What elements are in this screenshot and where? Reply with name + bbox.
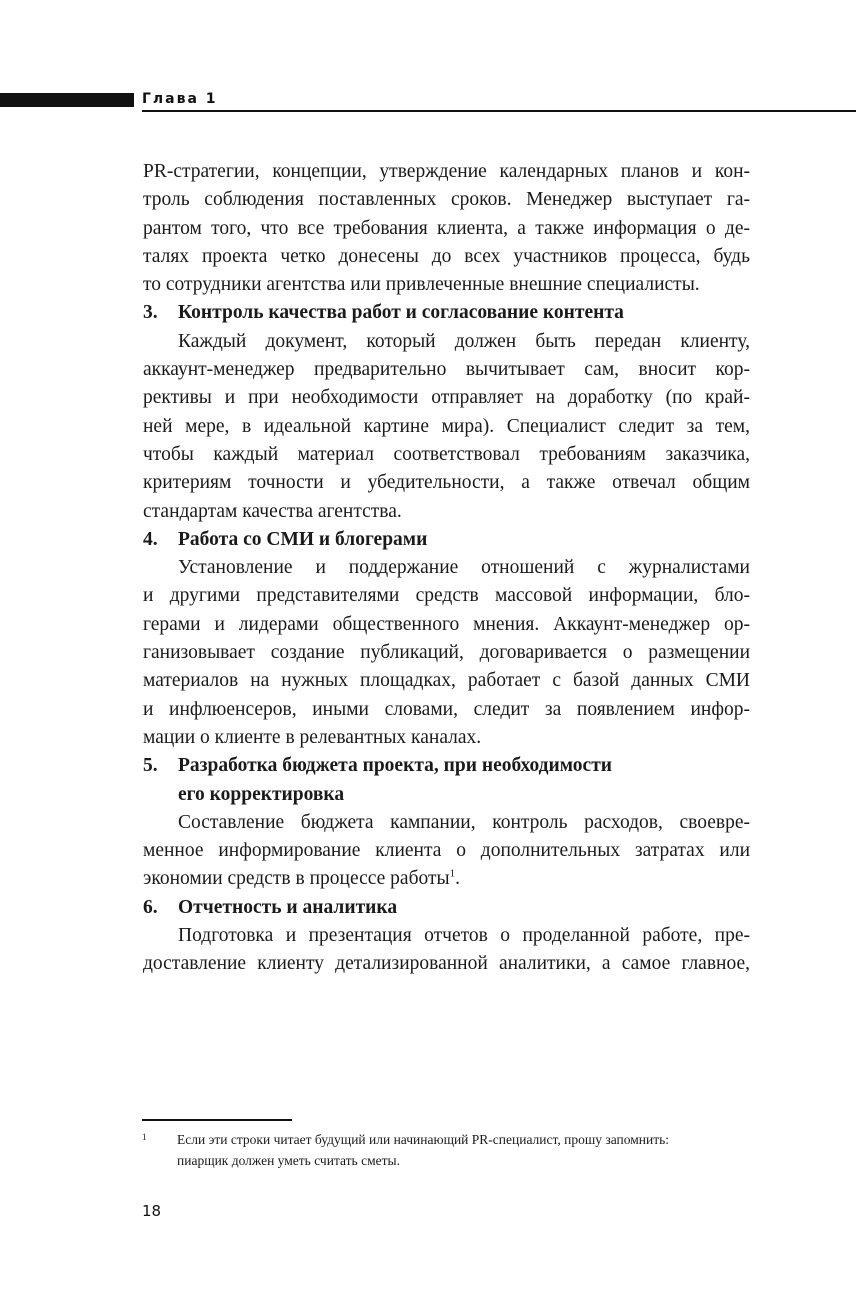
- page-content: [143, 158, 750, 979]
- footnote-line: пиарщик должен уметь считать сметы.: [177, 1153, 400, 1168]
- text-line: менное информирование клиента о дополнительных затратах или: [143, 840, 750, 862]
- text-line: троль соблюдения поставленных сроков. Менеджер выступает га-: [143, 189, 750, 211]
- section-title: Разработка бюджета проекта, при необходимости: [178, 755, 613, 777]
- text-line: Каждый документ, который должен быть передан клиенту,: [178, 330, 750, 352]
- section-number: 5.: [143, 755, 158, 777]
- section-number: 4.: [143, 528, 158, 550]
- section-heading: [143, 752, 750, 780]
- section-5: [143, 752, 750, 893]
- footnote-reference[interactable]: 1: [449, 867, 456, 880]
- text-line: и другими представителями средств массовой информации, бло-: [143, 585, 750, 607]
- section-heading: [143, 299, 750, 327]
- text-line: рантом того, что все требования клиента, а также информация о де-: [143, 217, 750, 239]
- section-title: Контроль качества работ и согласование контента: [178, 302, 624, 324]
- text-line: чтобы каждый материал соответствовал требованиям заказчика,: [143, 443, 750, 465]
- text-line: и инфлюенсеров, иными словами, следит за появлением инфор-: [143, 698, 750, 720]
- text-line: герами и лидерами общественного мнения. Аккаунт-менеджер ор-: [143, 613, 750, 635]
- section-heading: [143, 894, 750, 922]
- section-number: 6.: [143, 896, 158, 918]
- text-line: стандартам качества агентства.: [143, 500, 402, 522]
- text-line: мации о клиенте в релевантных каналах.: [143, 726, 482, 748]
- section-heading-continued: [143, 781, 750, 809]
- section-heading: [143, 526, 750, 554]
- section-6: [143, 894, 750, 979]
- text-line: критериям точности и убедительности, а также отвечал общим: [143, 472, 750, 494]
- header-rule: [142, 110, 856, 112]
- text-line: талях проекта четко донесены до всех участников процесса, будь: [143, 245, 750, 267]
- footnote-text: [142, 1129, 752, 1171]
- section-number: 3.: [143, 302, 158, 324]
- text-line: [143, 865, 750, 893]
- text-line: ганизовывает создание публикаций, договаривается о размещении: [143, 642, 750, 664]
- text-line: доставление клиенту детализированной аналитики, а самое главное,: [143, 953, 750, 975]
- text-line: Подготовка и презентация отчетов о проделанной работе, пре-: [178, 925, 750, 947]
- intro-paragraph: [143, 158, 750, 299]
- section-title: Работа со СМИ и блогерами: [178, 528, 428, 550]
- text-line: ней мере, в идеальной картине мира). Специалист следит за тем,: [143, 415, 750, 437]
- chapter-label: Глава 1: [142, 91, 218, 107]
- section-title: Отчетность и аналитика: [178, 896, 398, 918]
- section-3: [143, 299, 750, 525]
- text-line: то сотрудники агентства или привлеченные внешние специалисты.: [143, 274, 700, 296]
- text-line: аккаунт-менеджер предварительно вычитывает сам, вносит кор-: [143, 359, 750, 381]
- footnote: [142, 1129, 752, 1171]
- section-title: его корректировка: [178, 783, 345, 805]
- text-line: Составление бюджета кампании, контроль расходов, своевре-: [178, 811, 750, 833]
- footnote-rule: [142, 1119, 292, 1121]
- page-number: 18: [142, 1202, 162, 1220]
- text-line: рективы и при необходимости отправляет на доработку (по край-: [143, 387, 750, 409]
- text-line: материалов на нужных площадках, работает с базой данных СМИ: [143, 670, 750, 692]
- text-line: PR-стратегии, концепции, утверждение календарных планов и кон-: [143, 161, 750, 182]
- footnote-line: Если эти строки читает будущий или начинающий PR-специалист, прошу запомнить:: [177, 1132, 670, 1147]
- footnote-mark: 1: [142, 1132, 147, 1142]
- text-span: экономии средств в процессе работы: [143, 868, 450, 890]
- text-line: Установление и поддержание отношений с журналистами: [178, 557, 750, 579]
- header-bar: [0, 93, 134, 107]
- section-4: [143, 526, 750, 752]
- punctuation: .: [455, 868, 460, 890]
